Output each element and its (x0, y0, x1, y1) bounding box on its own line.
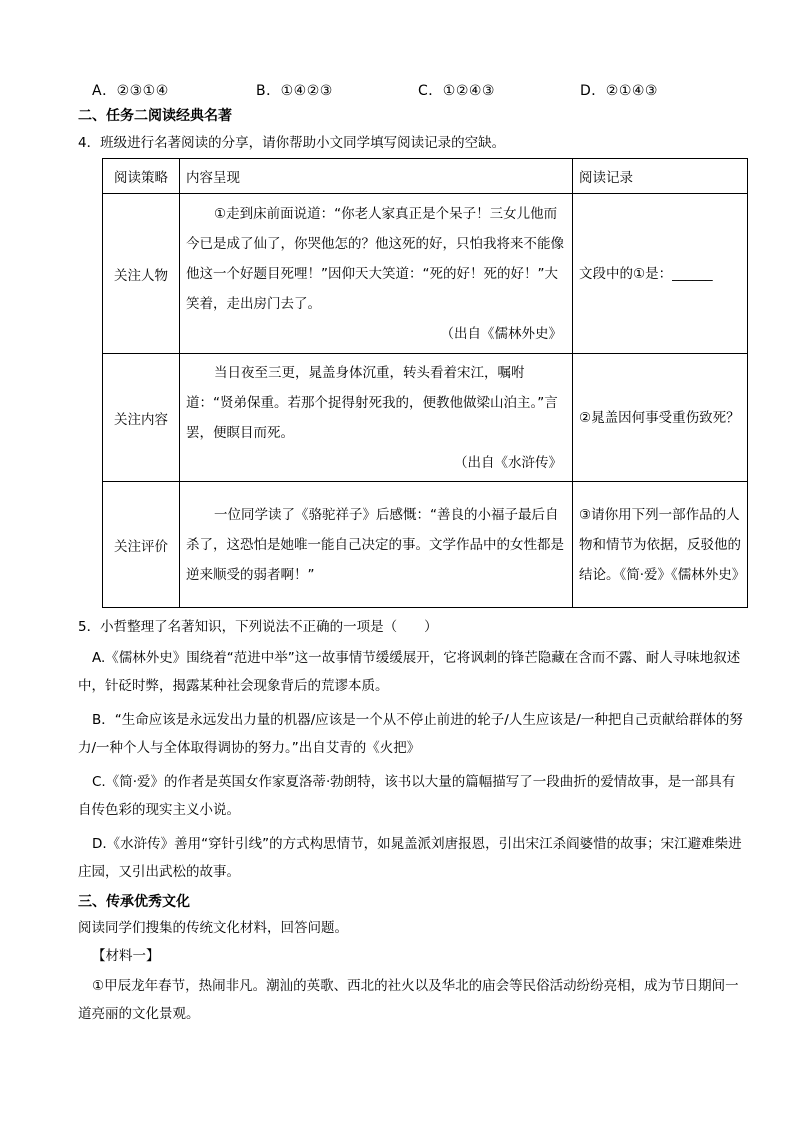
row-record: ②晁盖因何事受重伤致死？ (573, 354, 748, 482)
material1-text: ①甲辰龙年春节，热闹非凡。潮汕的英歌、西北的社火以及华北的庙会等民俗活动纷纷亮相，成为节日期间一道亮丽的文化景观。 (78, 978, 739, 1022)
row-content (180, 194, 573, 354)
q4-text: 4．班级进行名著阅读的分享，请你帮助小文同学填写阅读记录的空缺。 (78, 135, 506, 151)
reading-record-table (102, 158, 748, 608)
header-content: 内容呈现 (180, 159, 573, 194)
option-d: D．②①④③ (580, 83, 658, 99)
q5-option-c: C.《简·爱》的作者是英国女作家夏洛蒂·勃朗特，该书以大量的篇幅描写了一段曲折的爱情故事，是一部具有自传色彩的现实主义小说。 (78, 774, 736, 818)
table-row (103, 194, 748, 354)
option-c: C．①②④③ (418, 83, 495, 99)
section2-title: 二、任务二阅读经典名著 (78, 108, 232, 124)
row-content-text: 当日夜至三更，晁盖身体沉重，转头看着宋江，嘱咐道：“贤弟保重。若那个捉得射死我的，便教他做梁山泊主。”言罢，便瞑目而死。 (186, 364, 558, 441)
row-record: 文段中的①是：______ (573, 194, 748, 354)
section3-intro: 阅读同学们搜集的传统文化材料，回答问题。 (78, 920, 348, 936)
q5-option-a: A.《儒林外史》围绕着“范进中举”这一故事情节缓缓展开，它将讽刺的锋芒隐藏在含而不露、耐人寻味地叙述中，针砭时弊，揭露某种社会现象背后的荒谬本质。 (78, 650, 741, 694)
row-record: ③请你用下列一部作品的人物和情节为依据，反驳他的结论。《简·爱》《儒林外史》 (573, 482, 748, 608)
material1-label: 【材料一】 (92, 948, 160, 964)
row-source: （出自《水浒传》 (454, 454, 562, 471)
row-content (180, 482, 573, 608)
table-header-row (103, 159, 748, 194)
row-content-text: ①走到床前面说道：“你老人家真正是个呆子！三女儿他而今已是成了仙了，你哭他怎的？他这死的好，只怕我将来不能像他这一个好题目死哩！”因仰天大笑道：“死的好！死的好！”大笑着，走出房门去了。 (186, 205, 564, 312)
row-strategy: 关注人物 (103, 194, 180, 354)
row-source: （出自《儒林外史》 (440, 325, 562, 342)
row-strategy: 关注评价 (103, 482, 180, 608)
option-a: A．②③①④ (92, 83, 169, 99)
option-b: B．①④②③ (256, 83, 333, 99)
table-row (103, 482, 748, 608)
row-strategy: 关注内容 (103, 354, 180, 482)
q5-option-b: B．“生命应该是永远发出力量的机器/应该是一个从不停止前进的轮子/人生应该是/一种把自己贡献给群体的努力/一种个人与全体取得调协的努力。”出自艾青的《火把》 (78, 712, 743, 756)
row-content-text: 一位同学读了《骆驼祥子》后感慨：“善良的小福子最后自杀了，这恐怕是她唯一能自己决定的事。文学作品中的女性都是逆来顺受的弱者啊！” (186, 506, 564, 583)
q5-text: 5．小哲整理了名著知识，下列说法不正确的一项是（ ） (78, 619, 438, 635)
section3-title: 三、传承优秀文化 (78, 894, 190, 910)
table-row (103, 354, 748, 482)
header-strategy: 阅读策略 (103, 159, 180, 194)
row-content (180, 354, 573, 482)
header-record: 阅读记录 (573, 159, 748, 194)
q5-option-d: D.《水浒传》善用“穿针引线”的方式构思情节，如晁盖派刘唐报恩，引出宋江杀阎婆惜的故事；宋江避难柴进庄园，又引出武松的故事。 (78, 836, 742, 880)
q3-options (92, 80, 712, 102)
